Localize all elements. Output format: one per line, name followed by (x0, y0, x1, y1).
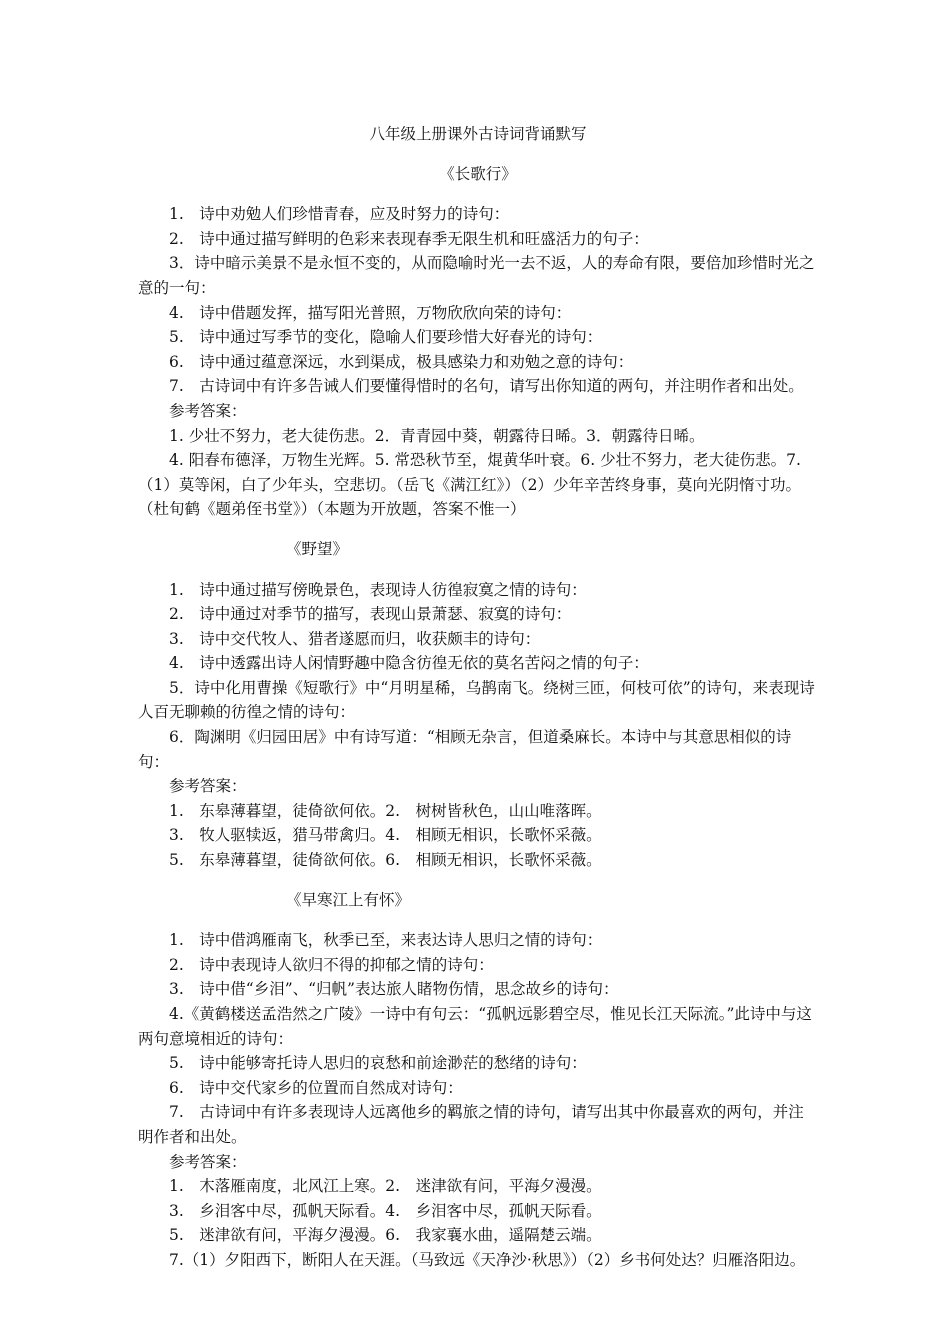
question: 3. 诗中借“乡泪”、“归帆”表达旅人睹物伤情，思念故乡的诗句： (169, 980, 619, 999)
answer-line: （杜旬鹤《题弟侄书堂》）（本题为开放题，答案不惟一） (138, 500, 526, 519)
answer-line: 1. 木落雁南度，北风江上寒。2. 迷津欲有问，平海夕漫漫。 (169, 1177, 602, 1196)
question: 2. 诗中通过对季节的描写，表现山景萧瑟、寂寞的诗句： (169, 605, 572, 624)
document-title: 八年级上册课外古诗词背诵默写 (369, 125, 587, 143)
answer-label: 参考答案： (169, 401, 247, 420)
answer-label: 参考答案： (169, 777, 247, 796)
question: 5. 诗中通过写季节的变化，隐喻人们要珍惜大好春光的诗句： (169, 328, 603, 347)
answer-line: 1. 东皋薄暮望，徒倚欲何依。2. 树树皆秋色，山山唯落晖。 (169, 801, 602, 820)
section-title-zaohan: 《早寒江上有怀》 (286, 891, 411, 910)
question: 1. 诗中劝勉人们珍惜青春，应及时努力的诗句： (169, 205, 510, 224)
section-title-yewang: 《野望》 (286, 540, 349, 559)
answer-line: 1. 少壮不努力，老大徒伤悲。2．青青园中葵，朝露待日晞。3．朝露待日晞。 (169, 426, 705, 445)
question: 4.《黄鹤楼送孟浩然之广陵》一诗中有句云：“孤帆远影碧空尽，惟见长江天际流。”此诗中与这两句意境相近的诗句： (138, 1005, 812, 1048)
question: 6. 诗中通过蕴意深远，水到渠成，极具感染力和劝勉之意的诗句： (169, 352, 634, 371)
question: 2. 诗中表现诗人欲归不得的抑郁之情的诗句： (169, 955, 494, 974)
question: 5. 诗中能够寄托诗人思归的哀愁和前途渺茫的愁绪的诗句： (169, 1054, 587, 1073)
section-title-changgexing: 《长歌行》 (439, 165, 517, 184)
answer-line: 5. 迷津欲有问，平海夕漫漫。6. 我家襄水曲，遥隔楚云端。 (169, 1226, 602, 1245)
question: 4. 诗中借题发挥，描写阳光普照，万物欣欣向荣的诗句： (169, 303, 572, 322)
question: 4. 诗中透露出诗人闲情野趣中隐含彷徨无依的莫名苦闷之情的句子： (169, 654, 649, 673)
question: 6．陶渊明《归园田居》中有诗写道：“相顾无杂言，但道桑麻长。本诗中与其意思相似的诗句： (138, 728, 792, 771)
question: 3. 诗中交代牧人、猎者遂愿而归，收获颇丰的诗句： (169, 629, 541, 648)
question: 2. 诗中通过描写鲜明的色彩来表现春季无限生机和旺盛活力的句子： (169, 229, 649, 248)
answer-line: 5. 东皋薄暮望，徒倚欲何依。6. 相顾无相识，长歌怀采薇。 (169, 851, 602, 870)
answer-label: 参考答案： (169, 1152, 247, 1171)
answer-line: 4. 阳春布德泽，万物生光辉。5. 常恐秋节至，焜黄华叶衰。6. 少壮不努力，老大徒伤悲。7. (169, 451, 801, 470)
question: 3．诗中暗示美景不是永恒不变的，从而隐喻时光一去不返，人的寿命有限，要倍加珍惜时光之意的一句： (138, 254, 815, 297)
question: 1. 诗中通过描写傍晚景色，表现诗人彷徨寂寞之情的诗句： (169, 580, 587, 599)
question: 6. 诗中交代家乡的位置而自然成对诗句： (169, 1078, 463, 1097)
question: 5．诗中化用曹操《短歌行》中“月明星稀，乌鹊南飞。绕树三匝，何枝可依”的诗句，来表现诗人百无聊赖的彷徨之情的诗句： (138, 678, 815, 722)
answer-line: （1）莫等闲，白了少年头，空悲切。（岳飞《满江红》）（2）少年辛苦终身事，莫向光阴惰寸功。 (138, 475, 801, 494)
answer-line: 3. 牧人驱犊返，猎马带禽归。4. 相顾无相识，长歌怀采薇。 (169, 826, 602, 845)
answer-line: 3. 乡泪客中尽，孤帆天际看。4. 乡泪客中尽，孤帆天际看。 (169, 1201, 602, 1220)
question: 7. 古诗词中有许多表现诗人远离他乡的羁旅之情的诗句，请写出其中你最喜欢的两句，并注明作者和出处。 (138, 1103, 804, 1146)
answer-line: 7.（1）夕阳西下，断阳人在天涯。（马致远《天净沙·秋思》）（2）乡书何处达？归雁洛阳边。 (169, 1250, 806, 1269)
document-body (138, 122, 818, 1273)
question: 1. 诗中借鸿雁南飞，秋季已至，来表达诗人思归之情的诗句： (169, 931, 603, 950)
question: 7. 古诗词中有许多告诫人们要懂得惜时的名句，请写出你知道的两句，并注明作者和出处。 (169, 377, 804, 396)
